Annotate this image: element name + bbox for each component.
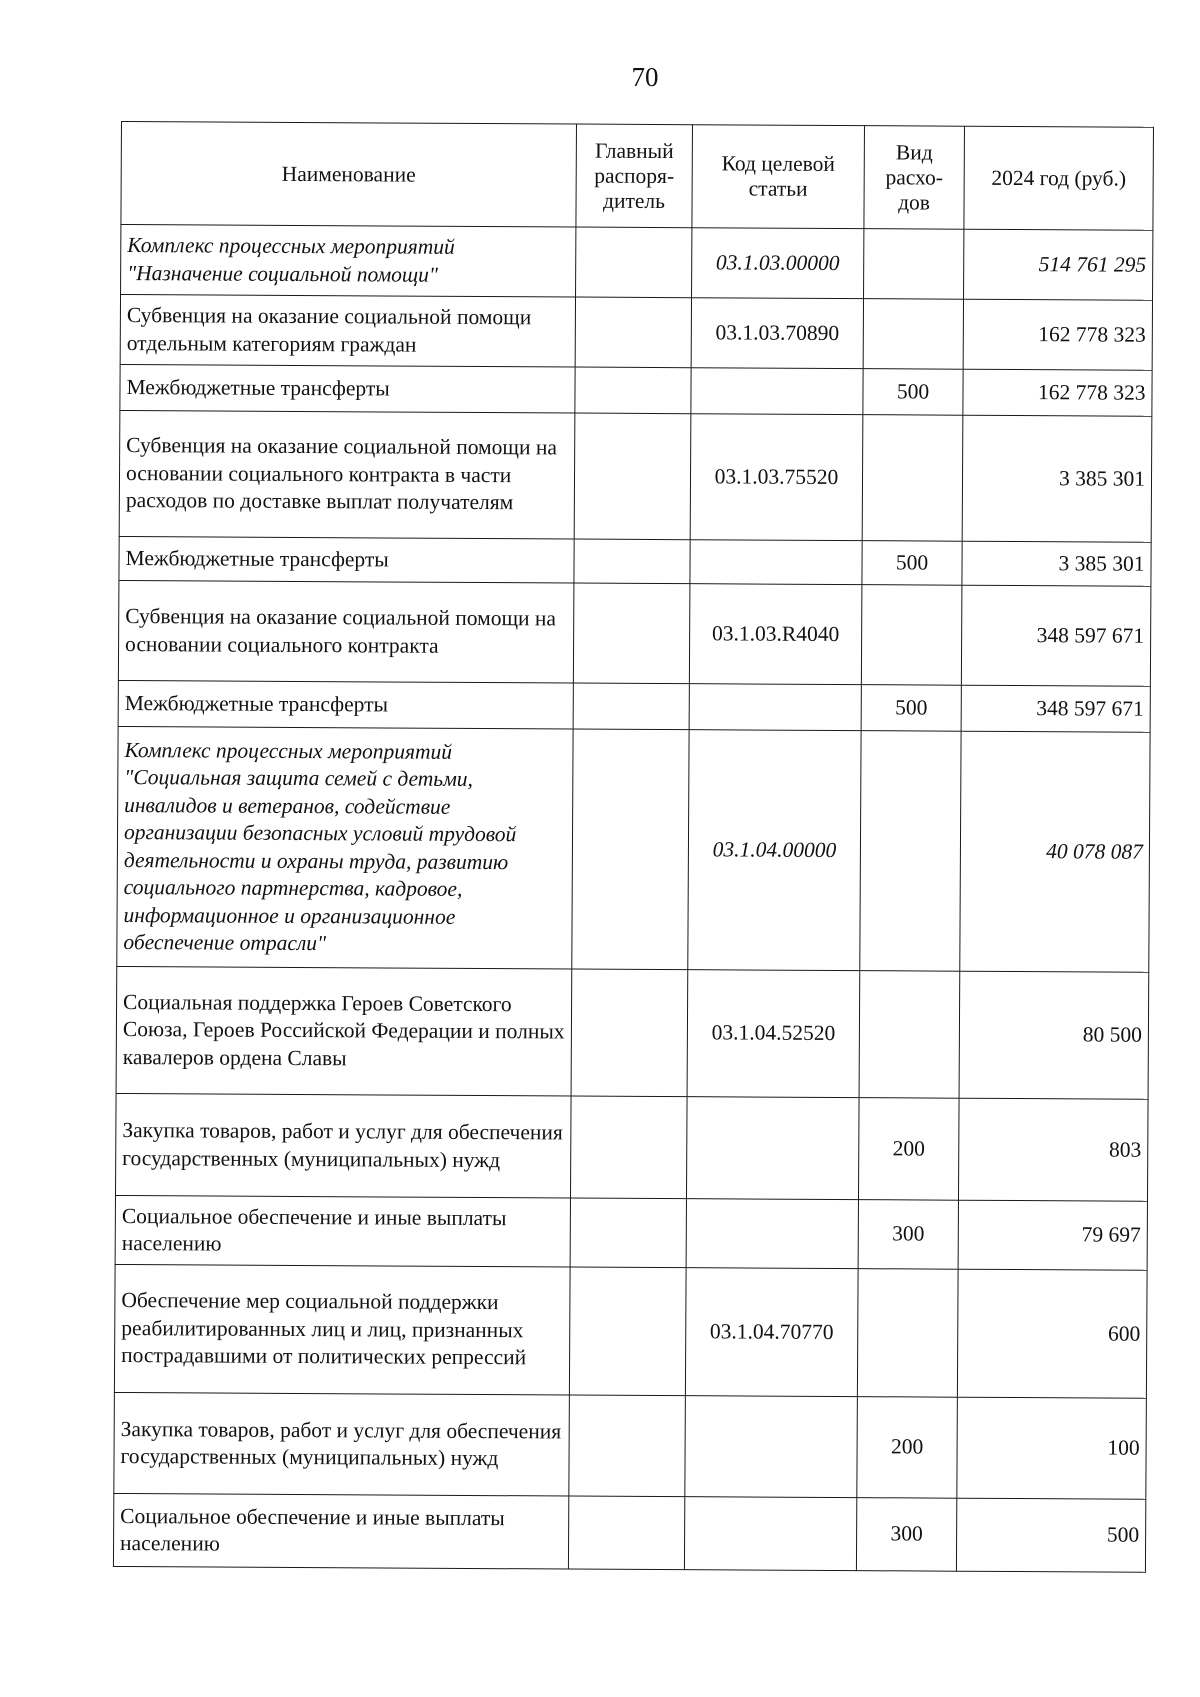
row-sum: 514 761 295	[964, 229, 1153, 300]
table-row	[113, 1493, 1145, 1572]
row-name: Социальное обеспечение и иные выплаты населению	[115, 1195, 570, 1267]
table-row	[115, 1195, 1147, 1270]
row-admin	[573, 583, 690, 684]
row-sum: 500	[956, 1498, 1145, 1572]
table-row	[114, 1264, 1147, 1398]
row-type: 300	[856, 1498, 956, 1572]
row-sum: 3 385 301	[962, 415, 1152, 542]
table-header-row	[121, 122, 1154, 231]
row-code	[689, 684, 861, 731]
row-code: 03.1.03.R4040	[689, 584, 862, 685]
row-admin	[570, 1096, 687, 1199]
row-code: 03.1.03.00000	[692, 228, 864, 299]
header-name: Наименование	[121, 122, 577, 228]
row-name: Межбюджетные трансферты	[119, 536, 574, 583]
row-code: 03.1.03.75520	[690, 414, 863, 541]
row-name: Социальное обеспечение и иные выплаты населению	[113, 1493, 568, 1569]
row-sum: 3 385 301	[962, 541, 1151, 586]
row-name: Закупка товаров, работ и услуг для обеспечения государственных (муниципальных) нужд	[115, 1093, 571, 1198]
row-type: 200	[857, 1397, 958, 1499]
row-name: Межбюджетные трансферты	[118, 680, 573, 729]
row-type: 500	[862, 541, 962, 586]
table-row	[117, 726, 1150, 972]
row-admin	[574, 539, 690, 584]
page-number: 70	[631, 62, 659, 92]
row-code	[686, 1199, 858, 1269]
table-row	[119, 410, 1152, 542]
row-sum: 348 597 671	[961, 585, 1151, 686]
row-name: Субвенция на оказание социальной помощи отдельным категориям граждан	[120, 295, 575, 368]
header-code: Код целевой статьи	[692, 125, 865, 229]
header-admin: Главный распоря-дитель	[576, 124, 693, 228]
row-type	[857, 1269, 958, 1398]
row-sum: 79 697	[958, 1200, 1147, 1270]
row-admin	[571, 969, 688, 1097]
table-row	[119, 536, 1151, 586]
row-code	[685, 1396, 858, 1498]
row-type	[859, 971, 960, 1099]
row-code	[686, 1097, 859, 1200]
row-sum: 600	[957, 1269, 1147, 1398]
row-code	[684, 1497, 856, 1571]
row-admin	[569, 1267, 686, 1396]
row-type: 500	[863, 369, 963, 416]
row-admin	[568, 1496, 684, 1570]
row-type	[863, 299, 963, 370]
row-type: 200	[858, 1098, 959, 1201]
row-sum: 40 078 087	[960, 731, 1150, 972]
row-sum: 80 500	[959, 971, 1149, 1099]
row-admin	[575, 367, 691, 414]
row-admin	[569, 1395, 686, 1497]
row-code: 03.1.03.70890	[691, 298, 863, 369]
row-type	[860, 731, 961, 972]
row-code	[690, 540, 862, 585]
row-type: 300	[858, 1200, 958, 1270]
row-type	[864, 229, 964, 300]
row-name: Комплекс процессных мероприятий "Назначение социальной помощи"	[121, 225, 576, 298]
row-name: Субвенция на оказание социальной помощи на основании социального контракта в части расходов по доставке выплат получателям	[119, 410, 575, 539]
table-row	[115, 1093, 1148, 1201]
table-row	[121, 225, 1153, 301]
row-code: 03.1.04.52520	[687, 970, 860, 1098]
table-row	[120, 364, 1152, 416]
table-row	[118, 680, 1150, 732]
row-code	[691, 368, 863, 415]
row-admin	[573, 683, 689, 730]
budget-table	[113, 121, 1154, 1573]
row-admin	[574, 413, 691, 540]
row-sum: 803	[958, 1098, 1148, 1201]
header-sum: 2024 год (руб.)	[964, 126, 1154, 230]
row-admin	[570, 1198, 686, 1268]
table-row	[118, 580, 1151, 686]
row-sum: 162 778 323	[963, 369, 1152, 416]
row-name: Социальная поддержка Героев Советского Союза, Героев Российской Федерации и полных кавалеров ордена Славы	[116, 966, 572, 1096]
row-name: Межбюджетные трансферты	[120, 364, 575, 413]
row-admin	[576, 227, 692, 298]
row-code: 03.1.04.00000	[688, 730, 861, 971]
row-name: Обеспечение мер социальной поддержки реабилитированных лиц и лиц, признанных пострадавшими от политических репрессий	[114, 1264, 570, 1395]
row-name: Комплекс процессных мероприятий "Социальная защита семей с детьми, инвалидов и ветеранов, содействие организации безопасных условий трудовой деятельности и охраны труда, развитию социального партнерства, кадровое, информационное и организационное обеспечение отрасли"	[117, 726, 573, 969]
row-sum: 162 778 323	[963, 299, 1152, 370]
header-type: Вид расхо-дов	[864, 126, 965, 230]
row-code: 03.1.04.70770	[685, 1268, 858, 1397]
table-row	[120, 295, 1152, 371]
table-row	[114, 1392, 1147, 1499]
row-sum: 100	[957, 1397, 1147, 1499]
row-type	[862, 415, 963, 542]
row-admin	[572, 729, 689, 970]
row-type: 500	[861, 685, 961, 732]
row-name: Закупка товаров, работ и услуг для обеспечения государственных (муниципальных) нужд	[114, 1392, 570, 1496]
row-type	[861, 585, 962, 686]
row-name: Субвенция на оказание социальной помощи на основании социального контракта	[118, 580, 574, 683]
table-row	[116, 966, 1149, 1099]
row-admin	[575, 297, 691, 368]
row-sum: 348 597 671	[961, 685, 1150, 732]
